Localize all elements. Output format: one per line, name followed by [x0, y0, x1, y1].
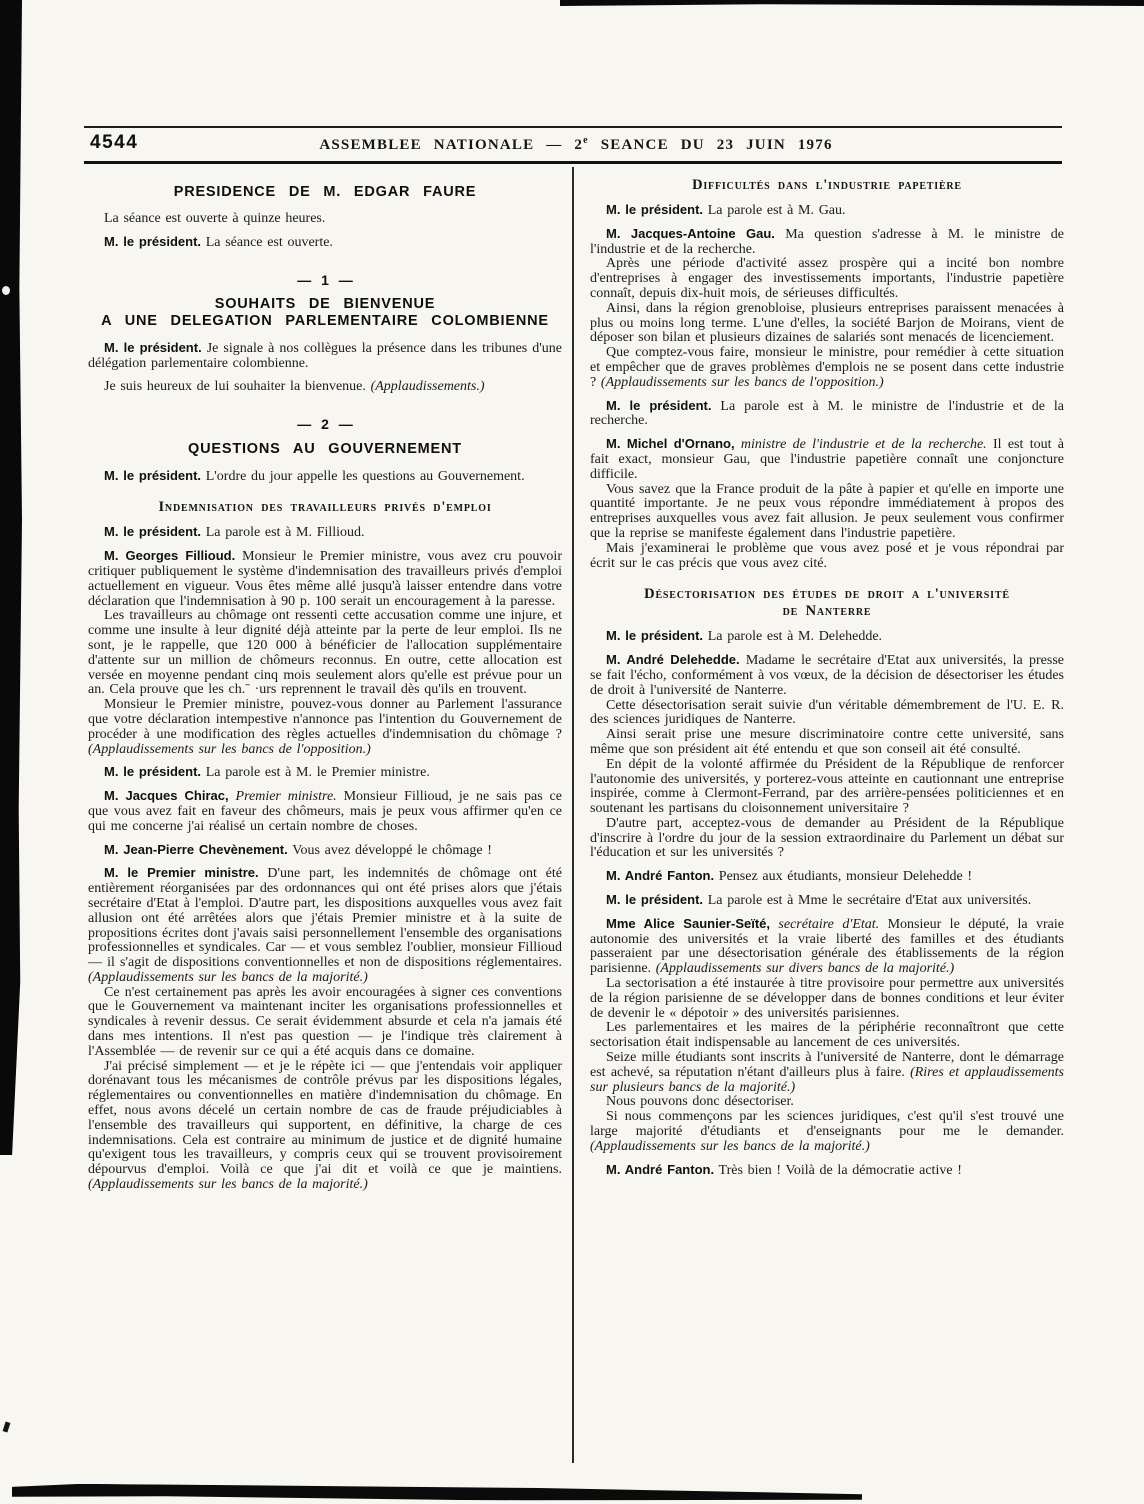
body-paragraph [590, 542, 1064, 572]
speech-paragraph [590, 629, 1064, 645]
scan-artifact-left-edge [0, 0, 22, 1155]
speech-paragraph [590, 399, 1064, 430]
body-paragraph [590, 346, 1064, 390]
stage-direction: Premier ministre. [228, 789, 337, 805]
body-paragraph [590, 1051, 1064, 1095]
body-paragraph [88, 698, 562, 757]
section-title [88, 441, 562, 458]
speaker-name: M. le président. [606, 202, 704, 217]
section-title [88, 296, 562, 330]
stage-direction: (Applaudissements sur les bancs de la majorité.) [88, 1177, 368, 1193]
speech-paragraph [590, 203, 1064, 219]
section-title [88, 184, 562, 201]
text-run: Que comptez-vous faire, monsieur le ministre, pour remédier à cette situation et empêcher que de graves problèmes d'emplois ne se posent dans cette industrie ? [590, 345, 1064, 390]
speech-paragraph [590, 1163, 1064, 1179]
speaker-name: M. le président. [104, 340, 202, 356]
question-topic-heading [590, 586, 1064, 620]
speech-paragraph [88, 525, 562, 541]
text-run: Ainsi serait prise une mesure discriminatoire contre cette université, sans même que son président ait été entendu et que son conseil ait été consulté. [590, 727, 1064, 757]
heading-line: QUESTIONS AU GOUVERNEMENT [188, 440, 462, 457]
heading-line: Indemnisation des travailleurs privés d'emploi [158, 499, 492, 516]
text-run: D'autre part, acceptez-vous de demander au Président de la République d'inscrire à l'ordre du jour de la session extraordinaire du Parlement un débat sur l'éducation et sur les universités ? [590, 815, 1064, 861]
speech-paragraph [590, 893, 1064, 909]
header-title [88, 135, 1064, 154]
body-paragraph [590, 257, 1064, 301]
header-rule-top [84, 126, 1062, 128]
text-run: Monsieur le Premier ministre, vous avez cru pouvoir critiquer publiquement le système d'indemnisation des travailleurs privés d'emploi actuellement en vigueur. Vous êtes même allé jusqu'à laisser entendre dans votre déclaration que l'indemnisation à 90 p. 100 serait un encouragement à la paresse. [88, 549, 562, 609]
heading-line: Difficultés dans l'industrie papetière [692, 177, 962, 193]
body-paragraph [590, 699, 1064, 729]
text-run: En dépit de la volonté affirmée du Président de la République de renforcer l'autonomie des universités, y porterez-vous atteinte en cautionnant une entreprise inspirée, comme à Clermont-Ferrand, par des arrière-pensées politiciennes et en soutenant les partisans du cloisonnement universitaire ? [590, 756, 1064, 817]
speech-paragraph [88, 341, 562, 372]
heading-line: PRESIDENCE DE M. EDGAR FAURE [173, 184, 477, 200]
text-run: Je suis heureux de lui souhaiter la bienvenue. [104, 378, 371, 394]
stage-direction: (Applaudissements sur les bancs de l'opposition.) [88, 741, 371, 757]
speaker-name: M. André Delehedde. [606, 652, 740, 668]
body-paragraph [590, 483, 1064, 542]
body-paragraph [590, 302, 1064, 346]
body-paragraph [590, 1095, 1064, 1110]
text-run: Vous savez que la France produit de la pâte à papier et qu'elle en importe une quantité importante. Je ne peux vous répondre immédiatement à propos des entreprises auxquelles vous avez fait allusion. Je peux seulement vous confirmer que la reprise se manifeste également dans l'industrie papetière. [590, 481, 1064, 541]
body-paragraph [590, 1021, 1064, 1051]
text-run: Les travailleurs au chômage ont ressenti cette accusation comme une injure, et comme une insulte à leur dignité déjà atteinte par la perte de leur emploi. Ils ne sont, je le rappelle, que 120 000 à bénéficier de l'allocation supplémentaire d'attente sur un million de chômeurs reconnus. En outre, cette allocation est versée en moyenne pendant cinq mois seulement alors qu'elle est prévue pour un an. Cela prouve que les ch.ˉ ·urs reprennent le travail dès qu'ils en trouvent. [88, 608, 562, 698]
speaker-name: M. Jacques-Antoine Gau. [606, 225, 775, 241]
speaker-name: M. le président. [104, 467, 202, 483]
text-run: La parole est à M. Gau. [703, 203, 846, 218]
speaker-name: M. le Premier ministre. [104, 865, 259, 881]
heading-line: — 1 — [297, 271, 353, 288]
scan-artifact-top-edge [560, 0, 1144, 6]
stage-direction: (Applaudissements sur les bancs de la majorité.) [590, 1138, 870, 1154]
text-run: La séance est ouverte. [201, 234, 333, 250]
page-number: 4544 [90, 132, 139, 153]
body-paragraph [88, 1060, 562, 1193]
text-run: La parole est à M. Fillioud. [201, 525, 365, 541]
text-run: J'ai précisé simplement — et je le répète ici — que j'entendais voir appliquer dorénavant tous les mécanismes de contrôle prévus par les dispositions légales, réglementaires ou conventionnelles en matière d'indemnisation du chômage. En effet, nous avons décelé un certain nombre de cas de fraude préjudiciables à l'ensemble des travailleurs qui supportent, en définitive, la charge de ces indemnisations. Cela est contraire au minimum de justice et de dignité humaine qu'exigent tous les travailleurs, y compris ceux qui se trouvent provisoirement dépourvus d'emploi. Voilà ce que j'ai dit et voilà ce que je maintiens. [88, 1058, 562, 1178]
column-divider [572, 167, 574, 1463]
text-run: Pensez aux étudiants, monsieur Delehedde ! [714, 869, 973, 885]
text-run: Vous avez développé le chômage ! [287, 842, 492, 858]
right-column [590, 177, 1064, 1178]
body-paragraph [590, 1110, 1064, 1154]
text-run: Monsieur le Premier ministre, pouvez-vous donner au Parlement l'assurance que votre déclaration intempestive n'annonce pas l'intention du Gouvernement de procéder à une modification des règles actuelles d'indemnisation du chômage ? [88, 697, 562, 742]
text-run: La parole est à M. le ministre de l'industrie et de la recherche. [590, 398, 1065, 429]
left-column [88, 184, 562, 1193]
scan-artifact-bottom-smudge [12, 1483, 862, 1502]
text-run: Ainsi, dans la région grenobloise, plusieurs entreprises paraissent menacées à plus ou moins long terme. L'une d'elles, la société Barjon de Moirans, vient de déposer son bilan et plusieurs dizaines de salariés sont menacés de licenciement. [590, 300, 1064, 346]
text-run: La sectorisation a été instaurée à titre provisoire pour permettre aux universités de la région parisienne de se développer dans de bonnes conditions et leur éviter de devenir le « dépotoir » des universités parisiennes. [590, 976, 1064, 1021]
stage-direction: (Applaudissements sur les bancs de la majorité.) [88, 969, 368, 985]
header-title-text-right: SEANCE DU 23 JUIN 1976 [588, 137, 833, 153]
stage-direction: (Rires et applaudissements sur plusieurs bancs de la majorité.) [590, 1064, 1065, 1095]
speech-paragraph [590, 917, 1064, 977]
stage-direction: ministre de l'industrie et de la recherche. [734, 437, 987, 453]
speaker-name: M. André Fanton. [606, 868, 715, 884]
text-run: Cette désectorisation serait suivie d'un véritable démembrement de l'U. E. R. des sciences juridiques de Nanterre. [590, 697, 1064, 728]
speaker-name: M. le président. [104, 233, 202, 249]
text-run: La séance est ouverte à quinze heures. [104, 211, 326, 226]
text-run: Mais j'examinerai le problème que vous avez posé et je vous répondrai par écrit sur le cas précis que vous avez cité. [590, 540, 1064, 571]
body-paragraph [88, 609, 562, 698]
speaker-name: M. le président. [104, 524, 202, 540]
speech-paragraph [88, 866, 562, 985]
speech-paragraph [88, 235, 562, 251]
body-paragraph [590, 817, 1064, 861]
speaker-name: M. le président. [606, 628, 704, 644]
header-rule-bottom [84, 161, 1062, 164]
speaker-name: M. André Fanton. [606, 1161, 715, 1177]
text-run: L'ordre du jour appelle les questions au Gouvernement. [201, 468, 525, 484]
heading-line: SOUHAITS DE BIENVENUE [214, 296, 436, 313]
text-run: D'une part, les indemnités de chômage ont été entièrement réorganisées par des ordonnances qui ont été prises alors que j'étais secrétaire d'Etat à l'emploi. D'autre part, les dispositions auxquelles vous avez fait allusion ont été arrêtées alors que j'étais Premier ministre et à la suite de propositions écrites dont j'avais saisi personnellement l'ensemble des organisations professionnelles et syndicales. Car — et vous semblez l'oublier, monsieur Fillioud — il s'agit de dispositions conventionnelles et non de dispositions réglementaires. [88, 866, 562, 971]
section-number [88, 273, 562, 288]
header-title-text-left: ASSEMBLEE NATIONALE — 2 [319, 137, 584, 153]
speaker-name: M. Georges Fillioud. [104, 548, 236, 564]
speaker-name: M. le président. [104, 764, 202, 780]
text-run: Si nous commençons par les sciences juridiques, c'est qu'il s'est trouvé une large majorité d'étudiants et d'enseignants pour me le demander. [590, 1109, 1064, 1140]
question-topic-heading [590, 177, 1064, 194]
speech-paragraph [590, 653, 1064, 698]
text-run: Seize mille étudiants sont inscrits à l'université de Nanterre, dont le démarrage est achevé, sa réputation n'étant d'ailleurs plus à faire. [590, 1050, 1064, 1080]
speech-paragraph [88, 549, 562, 609]
text-run: Je signale à nos collègues la présence dans les tribunes d'une délégation parlementaire colombienne. [88, 341, 563, 372]
speaker-name: M. Jean-Pierre Chevènement. [104, 841, 288, 857]
stage-direction: (Applaudissements sur divers bancs de la majorité.) [655, 961, 955, 977]
heading-line: A UNE DELEGATION PARLEMENTAIRE COLOMBIENNE [101, 313, 549, 330]
section-number [88, 417, 562, 432]
text-run: Ma question s'adresse à M. le ministre de l'industrie et de la recherche. [590, 226, 1064, 257]
text-run: Madame le secrétaire d'Etat aux universités, la presse se fait l'écho, conformément à vos vœux, de la décision de désectoriser les études de droit à l'université de Nanterre. [590, 653, 1064, 698]
heading-line: de Nanterre [782, 603, 872, 620]
heading-line: — 2 — [297, 415, 353, 432]
speech-paragraph [88, 789, 562, 834]
stage-direction: (Applaudissements sur les bancs de l'opposition.) [600, 374, 884, 390]
body-paragraph [590, 728, 1064, 758]
speaker-name: M. Michel d'Ornano, [606, 436, 735, 452]
question-topic-heading [88, 499, 562, 516]
body-paragraph [88, 986, 562, 1060]
speech-paragraph [88, 469, 562, 485]
text-run: Nous pouvons donc désectoriser. [606, 1094, 794, 1110]
speech-paragraph [590, 227, 1064, 258]
text-run: Après une période d'activité assez prospère qui a incité bon nombre d'entreprises à engager des investissements importants, l'industrie papetière connaît, depuis dix-huit mois, de sérieuses difficultés. [590, 256, 1064, 301]
speaker-name: M. le président. [606, 892, 704, 908]
stage-direction: secrétaire d'Etat. [770, 916, 880, 932]
text-run: La parole est à Mme le secrétaire d'Etat aux universités. [703, 893, 1032, 909]
text-run: La parole est à M. le Premier ministre. [201, 765, 430, 781]
speech-paragraph [88, 765, 562, 781]
scan-artifact-speck [3, 1421, 11, 1432]
speaker-name: M. le président. [606, 397, 712, 413]
speaker-name: Mme Alice Saunier-Seïté, [606, 915, 770, 931]
text-run: Il est tout à fait exact, monsieur Gau, que l'industrie papetière connaît une conjoncture difficile. [590, 437, 1064, 482]
text-run: Très bien ! Voilà de la démocratie active ! [714, 1162, 962, 1178]
body-paragraph [88, 380, 562, 395]
speech-paragraph [590, 437, 1064, 482]
text-run: Ce n'est certainement pas après les avoir encouragées à signer ces conventions que le Gouvernement va maintenant inciter les organisations professionnelles et syndicales à revenir dessus. Ce serait évidemment absurde et cela n'a jamais été dans mes intentions. Il n'est pas question — je l'indique très clairement à l'Assemblée — de revenir sur ce qui a été acquis dans ce domaine. [88, 984, 562, 1059]
text-run: La parole est à M. Delehedde. [703, 629, 883, 645]
text-run: Monsieur Fillioud, je ne sais pas ce que vous avez fait en faveur des chômeurs, mais je peux vous affirmer qu'en ce qui me concerne j'ai réalisé un certain nombre de choses. [88, 789, 562, 834]
text-run: Monsieur le député, la vraie autonomie des universités et la vraie liberté des familles et des étudiants passeraient par une désectorisation générale des établissements de la région parisienne. [590, 916, 1064, 977]
speaker-name: M. Jacques Chirac, [104, 788, 229, 804]
speech-paragraph [88, 843, 562, 859]
stage-direction: (Applaudissements.) [370, 378, 485, 394]
text-run: Les parlementaires et les maires de la périphérie reconnaîtront que cette sectorisation était indispensable au lancement de ces universités. [590, 1020, 1064, 1051]
heading-line: Désectorisation des études de droit a l'université [644, 586, 1010, 603]
header-title-ordinal: e [583, 135, 589, 146]
body-paragraph [590, 758, 1064, 817]
body-paragraph [590, 977, 1064, 1021]
scan-artifact-hole [2, 286, 10, 295]
body-paragraph [88, 212, 562, 227]
speech-paragraph [590, 869, 1064, 885]
